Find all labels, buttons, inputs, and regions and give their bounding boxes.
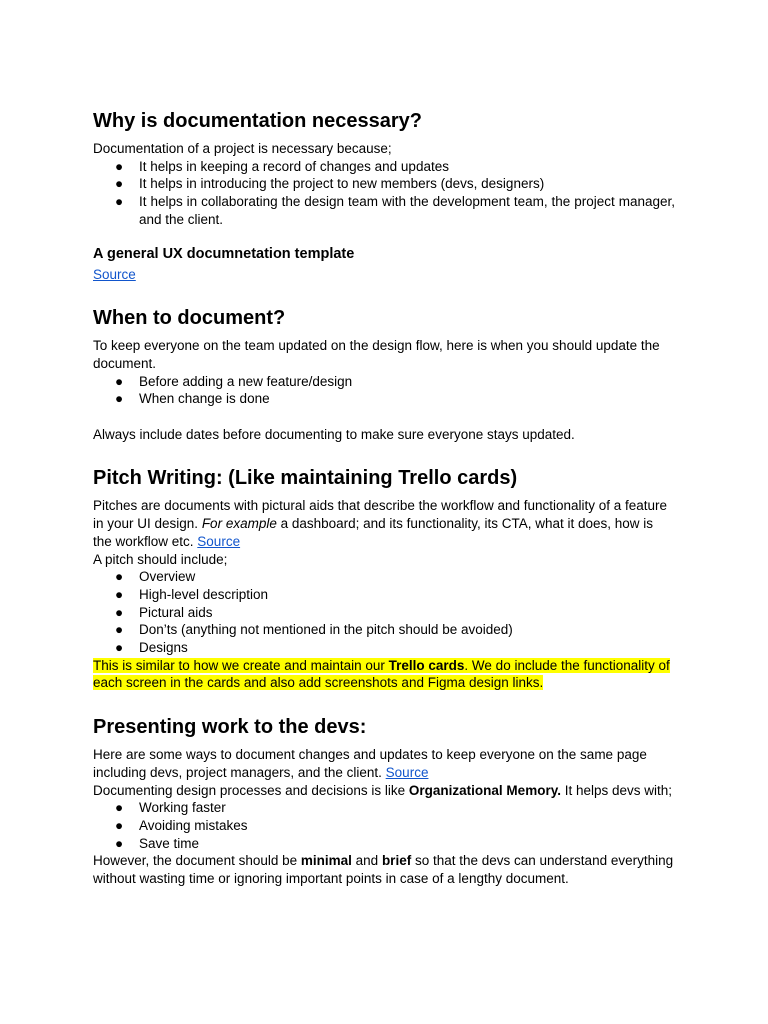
source-link[interactable]: Source: [93, 266, 136, 282]
bullet-icon: ●: [115, 622, 124, 638]
source-link[interactable]: Source: [385, 764, 429, 780]
document-content: [93, 108, 675, 888]
bullet-icon: ●: [115, 604, 124, 620]
paragraph-when-intro: To keep everyone on the team updated on the design flow, here is when you should update the document.: [93, 338, 660, 371]
heading-why-documentation: Why is documentation necessary?: [93, 110, 422, 132]
paragraph-organizational-memory: Documenting design processes and decisions is like Organizational Memory. It helps devs with;: [93, 782, 673, 798]
heading-when-to-document: When to document?: [93, 307, 286, 330]
bullet-icon: ●: [115, 640, 124, 656]
bullet-icon: ●: [115, 800, 124, 816]
bullet-icon: ●: [115, 194, 124, 210]
paragraph-pitch-includes: A pitch should include;: [93, 551, 228, 567]
list-pitch-contents: [93, 568, 675, 657]
list-item: ● When change is done: [115, 391, 270, 407]
bullet-icon: ●: [115, 835, 124, 851]
paragraph-presenting-ways: Here are some ways to document changes and updates to keep everyone on the same page including devs, project managers, and the client. Source: [93, 747, 647, 780]
list-item: ● Don’ts (anything not mentioned in the pitch should be avoided): [115, 622, 513, 638]
list-item: ● Designs: [115, 640, 188, 656]
heading-pitch-writing: Pitch Writing: (Like maintaining Trello cards): [93, 467, 518, 490]
bullet-icon: ●: [115, 817, 124, 833]
list-item: ● High-level description: [115, 586, 269, 602]
list-item: ● Save time: [115, 835, 200, 851]
bullet-icon: ●: [115, 373, 124, 389]
list-item: ● It helps in collaborating the design team with the development team, the project manager, and the client.: [115, 194, 675, 227]
list-item: ● It helps in keeping a record of changes and updates: [115, 158, 449, 174]
list-documentation-reasons: [93, 158, 675, 229]
list-when-to-document: [93, 373, 675, 408]
list-item: ● Pictural aids: [115, 604, 213, 620]
bullet-icon: ●: [115, 391, 124, 407]
list-dev-benefits: [93, 799, 675, 852]
paragraph-dates-note: Always include dates before documenting to make sure everyone stays updated.: [93, 426, 575, 442]
bullet-icon: ●: [115, 158, 124, 174]
list-item: ● Working faster: [115, 800, 226, 816]
bullet-icon: ●: [115, 569, 124, 585]
paragraph-minimal-brief: However, the document should be minimal and brief so that the devs can understand everything without wasting time or ignoring important points in case of a lengthy document.: [93, 853, 674, 887]
list-item: ● Overview: [115, 569, 196, 585]
list-item: ● Before adding a new feature/design: [115, 373, 353, 389]
bullet-icon: ●: [115, 176, 124, 192]
list-item: ● It helps in introducing the project to new members (devs, designers): [115, 176, 545, 192]
paragraph-pitch-description: Pitches are documents with pictural aids that describe the workflow and functionality of a feature in your UI design. For example a dashboard; and its functionality, its CTA, what it does, how is the workflow etc. Source: [93, 498, 668, 549]
heading-presenting-work: Presenting work to the devs:: [93, 716, 367, 739]
list-item: ● Avoiding mistakes: [115, 817, 248, 833]
paragraph-intro: Documentation of a project is necessary because;: [93, 141, 392, 156]
subheading-ux-template: A general UX documnetation template: [93, 245, 355, 262]
source-link[interactable]: Source: [197, 533, 241, 549]
bullet-icon: ●: [115, 586, 124, 602]
highlighted-trello-note: This is similar to how we create and maintain our Trello cards. We do include the functionality of each screen in the cards and also add screenshots and Figma design links.: [93, 657, 670, 691]
